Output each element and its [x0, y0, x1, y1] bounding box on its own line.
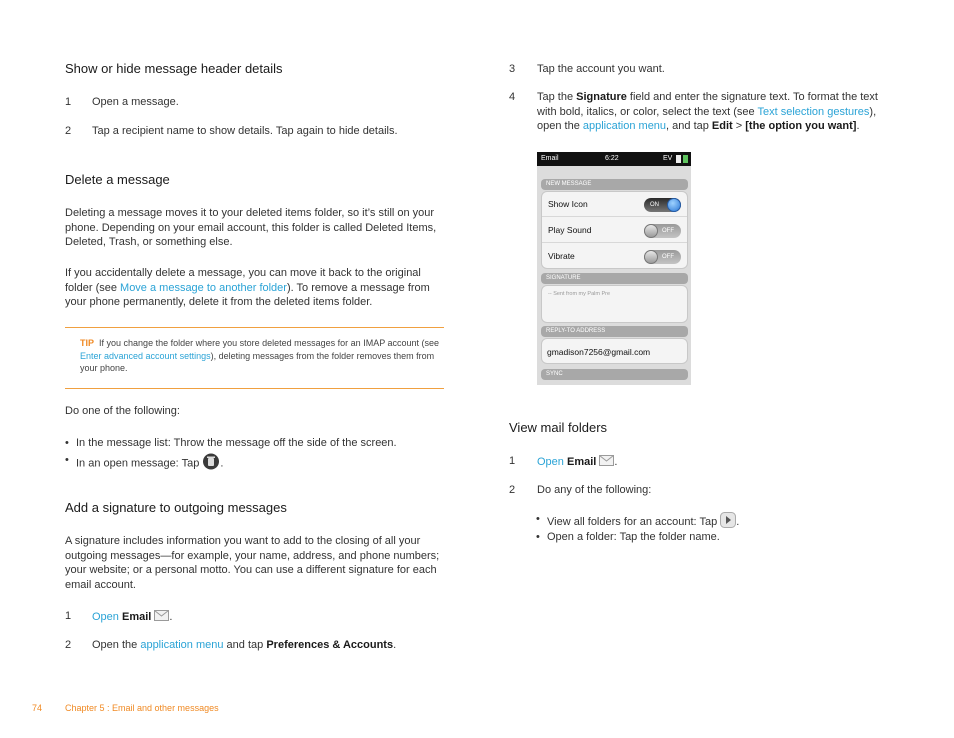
- section-heading-header-details: Show or hide message header details: [65, 61, 283, 76]
- signal-icon: [676, 155, 681, 163]
- step-text: Do any of the following:: [537, 484, 652, 496]
- play-folder-icon[interactable]: [720, 512, 736, 533]
- application-menu-link[interactable]: application menu: [140, 639, 224, 651]
- step-number: 1: [65, 96, 72, 108]
- do-one-label: Do one of the following:: [65, 405, 180, 417]
- tip-box: [80, 337, 440, 375]
- tip-top-divider: [65, 327, 444, 328]
- section-heading-signature: Add a signature to outgoing messages: [65, 500, 287, 515]
- step-number: 2: [65, 639, 72, 651]
- email-icon: [154, 609, 169, 626]
- section-heading-delete: Delete a message: [65, 172, 170, 187]
- chapter-footer: Chapter 5 : Email and other messages: [65, 703, 219, 713]
- step-text: [92, 638, 396, 653]
- text: .: [393, 639, 397, 651]
- phone-app-name: Email: [541, 155, 559, 162]
- signature-field[interactable]: [541, 285, 688, 323]
- signature-paragraph: A signature includes information you want to add to the closing of all your outgoing messages—for example, your name, address, and phone numbers; your website; or a personal motto. You can use a different signature for each email account.: [65, 535, 440, 591]
- text: , and tap: [666, 120, 712, 132]
- phone-section-new-message: NEW MESSAGE: [541, 179, 688, 190]
- move-message-link[interactable]: Move a message to another folder: [120, 281, 287, 294]
- step-text: Tap a recipient name to show details. Tap again to hide details.: [92, 125, 398, 137]
- step-text: [537, 90, 897, 134]
- trash-icon[interactable]: [202, 453, 220, 475]
- email-icon: [599, 454, 614, 471]
- text: Tap the: [537, 91, 577, 103]
- email-label: Email: [121, 611, 152, 624]
- setting-row-play-sound[interactable]: [542, 218, 687, 243]
- phone-section-reply-to: REPLY-TO ADDRESS: [541, 326, 688, 337]
- text-selection-link[interactable]: Text selection gestures: [757, 105, 870, 118]
- phone-section-signature: SIGNATURE: [541, 273, 688, 284]
- text: Open the: [92, 639, 141, 651]
- reply-to-address: gmadison7256@gmail.com: [547, 347, 651, 357]
- step-number: 2: [509, 484, 516, 496]
- step-number: 2: [65, 125, 72, 137]
- battery-icon: [683, 155, 688, 163]
- list-item: • View all folders for an account: Tap .: [547, 512, 739, 533]
- page-number: 74: [32, 703, 43, 713]
- phone-network: EV: [663, 155, 673, 162]
- tip-label: TIP: [80, 338, 95, 348]
- toggle-knob: [667, 198, 681, 212]
- step-number: 1: [65, 610, 72, 622]
- open-link[interactable]: Open: [92, 611, 119, 624]
- text: In an open message: Tap: [76, 457, 200, 470]
- phone-screenshot: [537, 152, 691, 385]
- step-number: 3: [509, 63, 516, 75]
- phone-section-sync: SYNC: [541, 369, 688, 380]
- text: ), open the: [537, 105, 877, 132]
- setting-label: Play Sound: [548, 225, 592, 235]
- text: ), deleting messages from the folder removes them from your phone.: [80, 350, 435, 373]
- delete-paragraph-2: [65, 266, 445, 310]
- setting-label: Vibrate: [548, 251, 575, 261]
- list-item: • In the message list: Throw the message off the side of the screen.: [76, 436, 397, 451]
- text: ). To remove a message from your phone permanently, delete it from the deleted items folder.: [65, 281, 430, 308]
- advanced-settings-link[interactable]: Enter advanced account settings: [80, 350, 211, 361]
- toggle-state: ON: [650, 202, 659, 208]
- text: .: [856, 120, 860, 132]
- step-text: Open a message.: [92, 96, 179, 108]
- toggle-switch[interactable]: [644, 224, 681, 238]
- text: and tap: [223, 639, 267, 651]
- delete-paragraph-1: Deleting a message moves it to your deleted items folder, so it’s still on your phone. Depending on your email account, this folder is called Deleted Items, Deleted, Trash, or something else.: [65, 207, 437, 248]
- signature-label: Signature: [576, 91, 627, 103]
- signature-text: -- Sent from my Palm Pre: [548, 291, 611, 297]
- phone-time: 6:22: [605, 155, 619, 162]
- toggle-switch[interactable]: [644, 250, 681, 264]
- text: If you change the folder where you store deleted messages for an IMAP account (see: [99, 338, 440, 348]
- setting-row-vibrate[interactable]: [542, 244, 687, 269]
- edit-label: Edit: [711, 120, 733, 132]
- step-text: Open Email .: [537, 454, 617, 471]
- preferences-accounts-label: Preferences & Accounts: [266, 639, 394, 651]
- step-text: Tap the account you want.: [537, 63, 665, 75]
- step-text: Open Email .: [92, 609, 172, 626]
- list-item: • In an open message: Tap .: [76, 453, 223, 475]
- new-message-group: [541, 191, 688, 269]
- reply-to-field[interactable]: [541, 338, 688, 364]
- text: If you accidentally delete a message, you can move it back to the original folder (see: [65, 267, 421, 294]
- list-item: • Open a folder: Tap the folder name.: [547, 530, 720, 545]
- toggle-knob: [644, 224, 658, 238]
- application-menu-link[interactable]: application menu: [582, 120, 667, 132]
- toggle-knob: [644, 250, 658, 264]
- setting-label: Show Icon: [548, 199, 588, 209]
- tip-bottom-divider: [65, 388, 444, 389]
- setting-row-show-icon[interactable]: [542, 192, 687, 217]
- toggle-state: OFF: [662, 228, 674, 234]
- open-link[interactable]: Open: [537, 456, 564, 469]
- text: View all folders for an account: Tap: [547, 516, 718, 529]
- step-number: 4: [509, 91, 516, 103]
- toggle-state: OFF: [662, 254, 674, 260]
- email-label: Email: [566, 456, 597, 469]
- text: >: [732, 120, 746, 132]
- text: field and enter the signature text. To format the text with bold, italics, or color, select the text (see: [537, 91, 878, 118]
- option-label: [the option you want]: [745, 120, 857, 132]
- toggle-switch[interactable]: [644, 198, 681, 212]
- phone-status-bar: [537, 152, 691, 166]
- section-heading-view-mail-folders: View mail folders: [509, 420, 608, 435]
- step-number: 1: [509, 455, 516, 467]
